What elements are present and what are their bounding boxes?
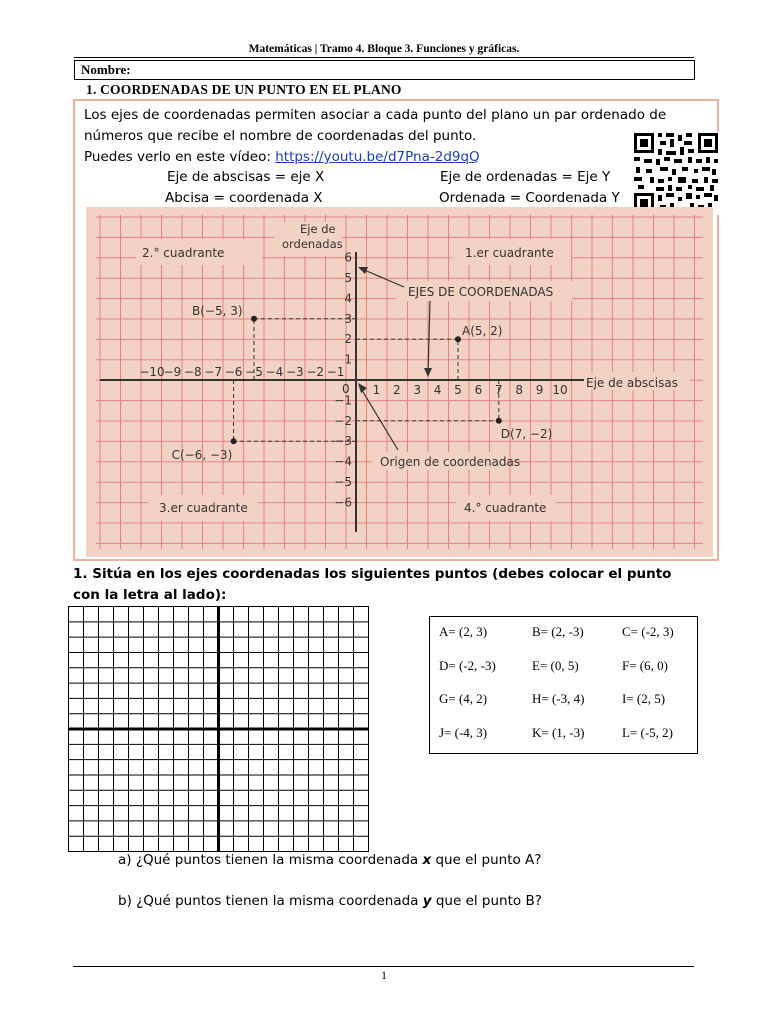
point-item: E= (0, 5) bbox=[532, 657, 579, 673]
point-label: D(7, −2) bbox=[500, 426, 553, 441]
x-tick-label: −10 bbox=[139, 365, 165, 379]
video-line bbox=[84, 149, 480, 165]
point-label: C(−6, −3) bbox=[171, 448, 233, 463]
x-tick-label: −6 bbox=[224, 365, 243, 379]
question-b-prefix: b) ¿Qué puntos tienen la misma coordenada bbox=[118, 893, 423, 909]
question-b-var: y bbox=[422, 893, 432, 909]
point-marker bbox=[496, 418, 502, 424]
x-tick-label: 1 bbox=[372, 383, 381, 397]
exercise-title: 1. Sitúa en los ejes coordenadas los siguientes puntos (debes colocar el punto con la letra al lado): bbox=[73, 566, 672, 603]
y-tick-label: −4 bbox=[334, 454, 352, 469]
x-tick-label: −2 bbox=[306, 365, 325, 379]
x-tick-label: 2 bbox=[392, 383, 401, 397]
point-item: H= (-3, 4) bbox=[532, 691, 585, 706]
x-tick-label: −4 bbox=[265, 365, 284, 379]
point-marker bbox=[251, 316, 257, 322]
quadrant-1-label: 1.er cuadrante bbox=[465, 246, 554, 260]
exercise-grid[interactable] bbox=[68, 606, 369, 852]
quadrant-4-label: 4.° cuadrante bbox=[464, 501, 547, 515]
point-item: C= (-2, 3) bbox=[622, 624, 674, 639]
ordinate-text: Ordenada = Coordenada Y bbox=[439, 190, 620, 206]
y-tick-label: −3 bbox=[334, 434, 352, 449]
intro-text-2: números que recibe el nombre de coordenadas del punto. bbox=[84, 128, 477, 144]
origin-label: Origen de coordenadas bbox=[380, 455, 521, 469]
y-tick-label: 2 bbox=[344, 332, 352, 347]
question-b-suffix: que el punto B? bbox=[431, 893, 542, 909]
x-tick-label: −1 bbox=[326, 365, 345, 379]
abscissa-axis-text: Eje de abscisas = eje X bbox=[167, 169, 325, 185]
point-marker bbox=[455, 336, 461, 342]
x-tick-label: 7 bbox=[494, 383, 503, 397]
axes-label: EJES DE COORDENADAS bbox=[408, 285, 554, 299]
ordinate-axis-text: Eje de ordenadas = Eje Y bbox=[440, 169, 611, 185]
y-tick-label: −1 bbox=[334, 393, 352, 408]
coordinate-plane-figure bbox=[86, 207, 713, 557]
question-a-suffix: que el punto A? bbox=[431, 852, 542, 868]
y-tick-label: 6 bbox=[344, 250, 352, 265]
x-tick-label: 4 bbox=[433, 383, 442, 397]
y-tick-label: −2 bbox=[334, 413, 352, 428]
intro-text-1: Los ejes de coordenadas permiten asociar a cada punto del plano un par ordenado de bbox=[84, 107, 667, 123]
y-tick-label: 5 bbox=[344, 271, 352, 285]
question-a-var: x bbox=[422, 852, 432, 868]
point-label: B(−5, 3) bbox=[192, 303, 243, 318]
point-item: A= (2, 3) bbox=[439, 624, 488, 639]
section-title: 1. COORDENADAS DE UN PUNTO EN EL PLANO bbox=[86, 82, 402, 97]
question-a-prefix: a) ¿Qué puntos tienen la misma coordenada bbox=[118, 852, 423, 868]
point-item: D= (-2, -3) bbox=[439, 657, 496, 673]
video-link[interactable]: https://youtu.be/d7Pna-2d9qQ bbox=[275, 149, 480, 165]
point-item: J= (-4, 3) bbox=[439, 724, 488, 740]
page-header: Matemáticas | Tramo 4. Bloque 3. Funciones y gráficas. bbox=[248, 43, 520, 55]
y-axis-label-1: Eje de bbox=[300, 222, 336, 236]
point-item: F= (6, 0) bbox=[622, 657, 668, 673]
footer-divider bbox=[73, 966, 694, 967]
question-a bbox=[118, 852, 541, 868]
quadrant-2-label: 2.° cuadrante bbox=[142, 246, 225, 260]
point-label: A(5, 2) bbox=[462, 324, 503, 339]
x-tick-label: −8 bbox=[183, 365, 202, 379]
point-item: K= (1, -3) bbox=[532, 724, 585, 740]
point-item: L= (-5, 2) bbox=[622, 724, 674, 740]
x-tick-label: −5 bbox=[245, 365, 263, 379]
header-divider bbox=[74, 57, 694, 58]
y-axis-label-2: ordenadas bbox=[282, 237, 343, 251]
abscissa-text: Abcisa = coordenada X bbox=[165, 190, 323, 206]
page-number: 1 bbox=[381, 968, 387, 982]
x-tick-label: 5 bbox=[454, 383, 462, 397]
name-label: Nombre: bbox=[81, 62, 131, 77]
origin-tick-label: 0 bbox=[342, 382, 350, 396]
x-tick-label: −7 bbox=[204, 365, 223, 379]
y-tick-label: −6 bbox=[334, 495, 352, 510]
name-field[interactable] bbox=[74, 60, 695, 80]
video-label: Puedes verlo en este vídeo: bbox=[84, 149, 276, 165]
x-axis-label: Eje de abscisas bbox=[586, 376, 678, 390]
y-tick-label: 1 bbox=[344, 352, 352, 367]
x-tick-label: 9 bbox=[535, 383, 544, 397]
point-item: B= (2, -3) bbox=[532, 624, 584, 639]
x-tick-label: −3 bbox=[285, 365, 304, 379]
question-b bbox=[118, 893, 542, 909]
points-table bbox=[429, 616, 698, 754]
quadrant-3-label: 3.er cuadrante bbox=[159, 501, 248, 515]
point-item: G= (4, 2) bbox=[439, 691, 488, 706]
y-tick-label: 3 bbox=[344, 311, 352, 326]
exercise-grid-lines bbox=[68, 606, 369, 852]
point-item: I= (2, 5) bbox=[622, 691, 666, 706]
x-tick-label: 10 bbox=[552, 383, 568, 397]
x-tick-label: 6 bbox=[474, 383, 483, 397]
point-marker bbox=[231, 438, 237, 444]
x-tick-label: 8 bbox=[515, 383, 524, 397]
qr-code-icon[interactable] bbox=[632, 131, 720, 215]
x-tick-label: −9 bbox=[163, 365, 182, 379]
x-tick-label: 3 bbox=[413, 383, 422, 397]
y-tick-label: 4 bbox=[344, 291, 352, 306]
y-tick-label: −5 bbox=[334, 475, 352, 489]
